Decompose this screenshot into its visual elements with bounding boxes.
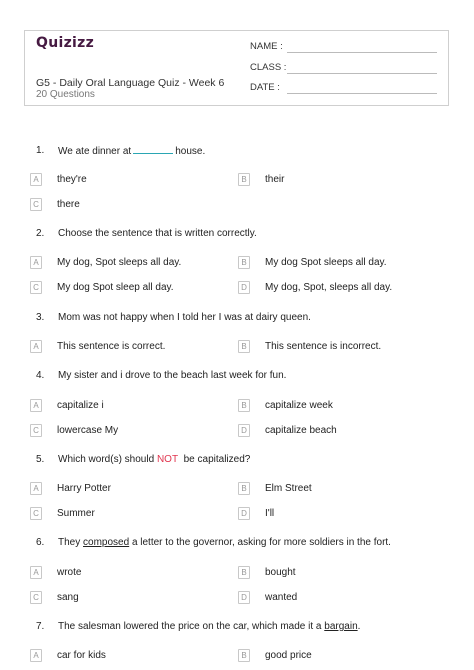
underlined-word: composed — [83, 537, 130, 548]
option-text: their — [265, 174, 285, 185]
option-text: My dog, Spot sleeps all day. — [57, 257, 182, 268]
question-7 — [0, 621, 474, 635]
question-text-part: The salesman lowered the price on the car, which made it a — [58, 621, 322, 632]
option-letter: B — [238, 173, 250, 186]
question-text-part: We ate dinner at — [58, 146, 132, 157]
option-text: car for kids — [57, 650, 106, 661]
option-letter: A — [30, 173, 42, 186]
option-letter: D — [238, 424, 250, 437]
option-letter: A — [30, 399, 42, 412]
option-letter: A — [30, 256, 42, 269]
question-text-part: be capitalized? — [183, 454, 251, 465]
option-letter: B — [238, 566, 250, 579]
answer-blank — [133, 145, 173, 154]
option-text: I'll — [265, 508, 275, 519]
option-letter: D — [238, 591, 250, 604]
question-text-part: Which word(s) should — [58, 454, 155, 465]
option-text: Elm Street — [265, 483, 312, 494]
option-text: there — [57, 199, 80, 210]
question-text — [58, 145, 205, 157]
option-text: they're — [57, 174, 87, 185]
question-5 — [0, 454, 474, 468]
option-letter: A — [30, 340, 42, 353]
question-text — [58, 454, 250, 465]
option-text: capitalize beach — [265, 425, 337, 436]
question-number: 5. — [36, 454, 45, 465]
option-letter: A — [30, 566, 42, 579]
question-6 — [0, 537, 474, 551]
option-text: This sentence is correct. — [57, 341, 166, 352]
option-letter: C — [30, 591, 42, 604]
question-3 — [0, 312, 474, 326]
question-2 — [0, 228, 474, 242]
option-text: good price — [265, 650, 312, 661]
question-text-part: They — [58, 537, 81, 548]
question-count: 20 Questions — [36, 89, 95, 100]
option-letter: B — [238, 482, 250, 495]
option-letter: D — [238, 507, 250, 520]
option-text: sang — [57, 592, 79, 603]
question-number: 1. — [36, 145, 45, 156]
option-letter: B — [238, 256, 250, 269]
emphasized-word: NOT — [156, 454, 179, 465]
option-text: capitalize week — [265, 400, 333, 411]
option-text: My dog Spot sleeps all day. — [265, 257, 387, 268]
option-text: Summer — [57, 508, 95, 519]
option-text: wrote — [57, 567, 82, 578]
option-letter: A — [30, 482, 42, 495]
date-label: DATE : — [250, 82, 280, 93]
class-line[interactable] — [287, 73, 437, 74]
quiz-title: G5 - Daily Oral Language Quiz - Week 6 — [36, 77, 225, 89]
question-1 — [0, 145, 474, 159]
question-text — [58, 537, 391, 548]
quizizz-logo: Quizizz — [36, 35, 95, 51]
option-letter: B — [238, 649, 250, 662]
option-letter: C — [30, 424, 42, 437]
option-text: My dog, Spot, sleeps all day. — [265, 282, 393, 293]
option-text: wanted — [265, 592, 298, 603]
date-line[interactable] — [287, 93, 437, 94]
question-number: 3. — [36, 312, 45, 323]
question-number: 6. — [36, 537, 45, 548]
option-letter: D — [238, 281, 250, 294]
underlined-word: bargain — [324, 621, 358, 632]
option-letter: C — [30, 198, 42, 211]
option-letter: B — [238, 340, 250, 353]
option-text: This sentence is incorrect. — [265, 341, 382, 352]
name-line[interactable] — [287, 52, 437, 53]
option-letter: C — [30, 507, 42, 520]
option-text: lowercase My — [57, 425, 119, 436]
question-text: My sister and i drove to the beach last week for fun. — [58, 370, 287, 381]
question-text-part: a letter to the governor, asking for more soldiers in the fort. — [131, 537, 391, 548]
option-letter: C — [30, 281, 42, 294]
question-text-part: . — [357, 621, 361, 632]
option-text: bought — [265, 567, 296, 578]
option-text: My dog Spot sleep all day. — [57, 282, 174, 293]
question-text: Mom was not happy when I told her I was at dairy queen. — [58, 312, 311, 323]
question-text — [58, 621, 360, 632]
name-label: NAME : — [250, 41, 283, 52]
question-text: Choose the sentence that is written correctly. — [58, 228, 257, 239]
question-number: 4. — [36, 370, 45, 381]
question-number: 2. — [36, 228, 45, 239]
option-letter: B — [238, 399, 250, 412]
question-4 — [0, 370, 474, 384]
option-letter: A — [30, 649, 42, 662]
option-text: Harry Potter — [57, 483, 111, 494]
class-label: CLASS : — [250, 62, 287, 73]
option-text: capitalize i — [57, 400, 104, 411]
question-text-part: house. — [175, 146, 206, 157]
question-number: 7. — [36, 621, 45, 632]
